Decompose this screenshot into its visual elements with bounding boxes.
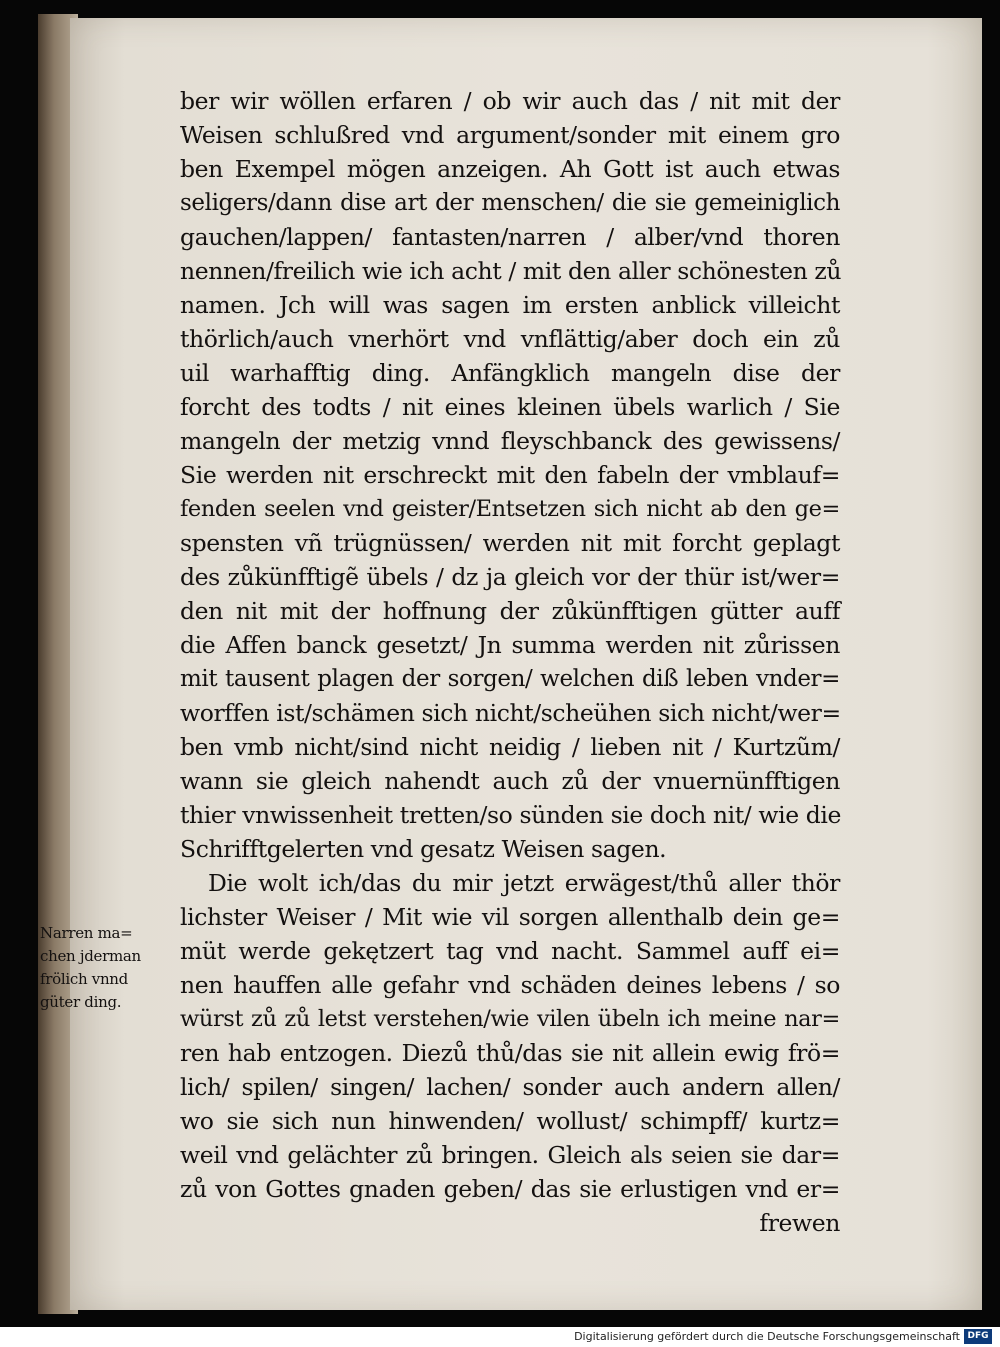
text-line: worffen ist/schämen sich nicht/scheühen sich nicht/wer= (180, 699, 841, 727)
text-line: Die wolt ich/das du mir jetzt erwägest/thů aller thör (208, 869, 840, 897)
text-line: weil vnd gelächter zů bringen. Gleich als seien sie dar= (180, 1141, 840, 1169)
text-line: würst zů zů letst verstehen/wie vilen übeln ich meine nar= (180, 1006, 840, 1032)
text-line: mangeln der metzig vnnd fleyschbanck des gewissens/ (180, 427, 840, 455)
margin-note (40, 922, 160, 1014)
margin-note-line: chen jderman (40, 947, 141, 965)
margin-note-line: Narren ma= (40, 924, 133, 942)
text-line: ren hab entzogen. Diezů thů/das sie nit allein ewig frö= (180, 1039, 840, 1067)
text-line: fenden seelen vnd geister/Entsetzen sich nicht ab den ge= (180, 496, 840, 522)
text-line: ben Exempel mögen anzeigen. Ah Gott ist auch etwas (180, 155, 840, 183)
text-line: lich/ spilen/ singen/ lachen/ sonder auch andern allen/ (180, 1073, 840, 1101)
dfg-logo-icon: DFG (964, 1329, 992, 1344)
text-line: mit tausent plagen der sorgen/ welchen diß leben vnder= (180, 666, 840, 692)
text-line: ben vmb nicht/sind nicht neidig / lieben nit / Kurtzũm/ (180, 733, 840, 761)
text-line: spensten vñ trügnüssen/ werden nit mit forcht geplagt (180, 529, 840, 557)
text-line: thier vnwissenheit tretten/so sünden sie doch nit/ wie die (180, 801, 842, 829)
text-line: nennen/freilich wie ich acht / mit den aller schönesten zů (180, 257, 842, 285)
text-line: nen hauffen alle gefahr vnd schäden deines lebens / so (180, 971, 840, 999)
text-line: wo sie sich nun hinwenden/ wollust/ schimpff/ kurtz= (180, 1107, 840, 1135)
text-line: gauchen/lappen/ fantasten/narren / alber/vnd thoren (180, 223, 840, 251)
text-line: Weisen schlußred vnd argument/sonder mit einem gro (180, 121, 840, 149)
margin-note-line: frölich vnnd (40, 970, 128, 988)
text-line: forcht des todts / nit eines kleinen übels warlich / Sie (180, 393, 840, 421)
text-line: zů von Gottes gnaden geben/ das sie erlustigen vnd er= (180, 1175, 840, 1203)
text-line: seligers/dann dise art der menschen/ die sie gemeiniglich (180, 190, 840, 216)
text-line: die Affen banck gesetzt/ Jn summa werden nit zůrissen (180, 631, 840, 659)
text-line: müt werde gekętzert tag vnd nacht. Sammel auff ei= (180, 937, 840, 965)
text-line: den nit mit der hoffnung der zůkünfftigen gütter auff (180, 597, 840, 625)
margin-note-line: güter ding. (40, 993, 122, 1011)
text-line: uil warhafftig ding. Anfängklich mangeln dise der (180, 359, 840, 387)
text-line: thörlich/auch vnerhört vnd vnflättig/aber doch ein zů (180, 325, 840, 353)
text-line: ber wir wöllen erfaren / ob wir auch das / nit mit der (180, 87, 840, 115)
text-line: Sie werden nit erschreckt mit den fabeln der vmblauf= (180, 461, 840, 489)
text-line: des zůkünfftigẽ übels / dz ja gleich vor der thür ist/wer= (180, 563, 840, 591)
text-line: Schrifftgelerten vnd gesatz Weisen sagen. (180, 835, 667, 863)
text-line: lichster Weiser / Mit wie vil sorgen allenthalb dein ge= (180, 903, 840, 931)
text-line: namen. Jch will was sagen im ersten anblick villeicht (180, 291, 840, 319)
text-line: wann sie gleich nahendt auch zů der vnuernünfftigen (180, 767, 840, 795)
text-line: frewen (759, 1209, 840, 1237)
footer-bar (0, 1327, 1000, 1347)
funding-credit: Digitalisierung gefördert durch die Deutsche Forschungsgemeinschaft (574, 1330, 960, 1343)
main-text-block (180, 84, 840, 1240)
